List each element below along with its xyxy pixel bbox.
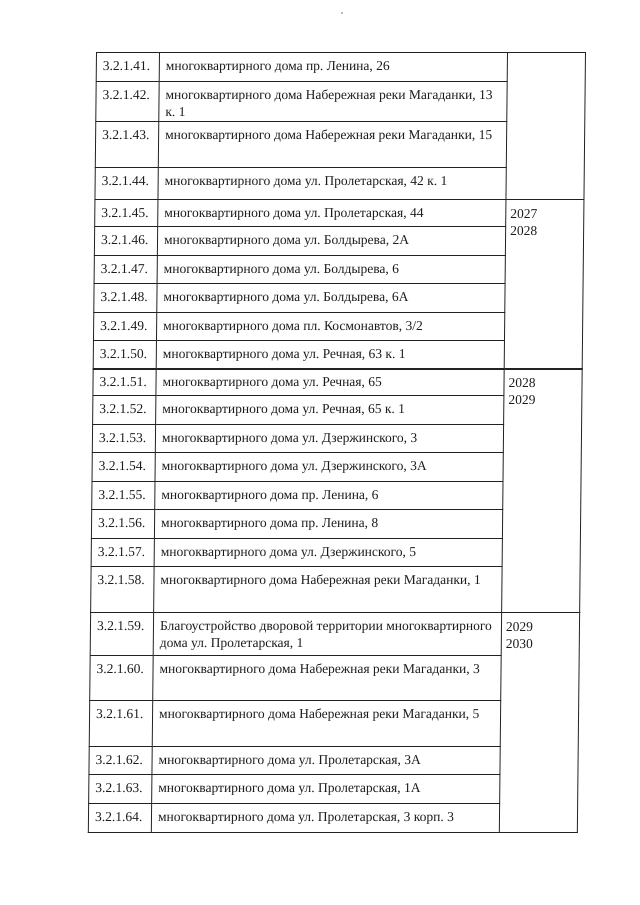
years-cell [505, 199, 585, 370]
item-number: 3.2.1.47. [94, 256, 158, 284]
row-group-items [90, 368, 505, 613]
table-row [95, 82, 507, 122]
item-number: 3.2.1.63. [88, 775, 152, 804]
item-number: 3.2.1.45. [94, 199, 158, 227]
item-description: многоквартирного дома ул. Пролетарская, 44 [158, 199, 506, 227]
item-description: многоквартирного дома ул. Дзержинского, 3А [155, 453, 503, 482]
item-number: 3.2.1.51. [92, 368, 156, 396]
table-row [88, 775, 500, 804]
item-number: 3.2.1.44. [94, 168, 158, 200]
program-table [88, 52, 586, 833]
item-description: многоквартирного дома пл. Космонавтов, 3/2 [157, 313, 505, 341]
table-row [92, 425, 504, 453]
item-description: многоквартирного дома пр. Ленина, 26 [160, 52, 508, 82]
item-number: 3.2.1.52. [92, 396, 156, 425]
table-row [95, 122, 507, 168]
table-row [91, 453, 503, 482]
row-group-items [94, 52, 508, 200]
years-cell [500, 612, 580, 833]
item-description: многоквартирного дома ул. Болдырева, 2А [158, 227, 506, 256]
item-number: 3.2.1.64. [88, 804, 152, 833]
table-row [91, 510, 503, 539]
item-description: многоквартирного дома ул. Пролетарская, 3А [152, 747, 500, 775]
item-description: многоквартирного дома ул. Болдырева, 6А [157, 284, 505, 313]
table-row [90, 612, 502, 656]
year-value: 2028 [508, 375, 536, 390]
item-number: 3.2.1.46. [94, 227, 158, 256]
item-description: многоквартирного дома Набережная реки Магаданки, 1 [154, 567, 502, 613]
year-value: 2030 [505, 635, 533, 651]
table-row [89, 656, 501, 701]
years-cell [502, 368, 583, 613]
table-row [93, 341, 505, 370]
item-number: 3.2.1.48. [93, 284, 157, 313]
item-number: 3.2.1.57. [91, 539, 155, 567]
scan-mark [341, 12, 343, 14]
row-group-items [93, 199, 507, 370]
table-row [93, 284, 505, 313]
table-row [94, 256, 506, 284]
item-number: 3.2.1.43. [95, 122, 159, 168]
item-number: 3.2.1.58. [90, 567, 154, 613]
item-description: многоквартирного дома ул. Речная, 65 к. 1 [156, 396, 504, 425]
table-row [88, 747, 500, 775]
item-description: многоквартирного дома Набережная реки Магаданки, 3 [153, 656, 501, 701]
row-group [88, 612, 580, 833]
year-value: 2027 [510, 205, 538, 221]
item-number: 3.2.1.53. [92, 425, 156, 453]
item-description: многоквартирного дома Набережная реки Магаданки, 15 [159, 122, 507, 168]
table-row [89, 701, 501, 747]
table-row [90, 567, 502, 613]
item-number: 3.2.1.60. [89, 656, 153, 701]
item-number: 3.2.1.55. [91, 482, 155, 510]
table-row [92, 368, 504, 396]
table-row [94, 199, 506, 227]
year-value: 2029 [508, 392, 536, 407]
item-description: многоквартирного дома пр. Ленина, 6 [155, 482, 503, 510]
item-number: 3.2.1.49. [93, 313, 157, 341]
item-description: многоквартирного дома Набережная реки Магаданки, 5 [153, 701, 501, 747]
row-group [90, 368, 583, 613]
item-number: 3.2.1.41. [96, 52, 160, 82]
item-description: многоквартирного дома Набережная реки Магаданки, 13 к. 1 [159, 82, 507, 122]
row-group [94, 52, 586, 200]
item-description: многоквартирного дома ул. Речная, 63 к. 1 [157, 341, 505, 370]
item-number: 3.2.1.42. [95, 82, 159, 122]
item-description: многоквартирного дома ул. Болдырева, 6 [158, 256, 506, 284]
table-row [96, 52, 508, 82]
years-cell [506, 52, 586, 200]
item-description: многоквартирного дома ул. Речная, 65 [156, 368, 504, 396]
item-number: 3.2.1.59. [90, 612, 154, 656]
item-number: 3.2.1.50. [93, 341, 157, 370]
item-number: 3.2.1.56. [91, 510, 155, 539]
row-group [93, 199, 585, 370]
year-value: 2029 [505, 618, 534, 634]
table-row [92, 396, 504, 425]
item-description: многоквартирного дома ул. Дзержинского, 3 [156, 425, 504, 453]
item-number: 3.2.1.54. [91, 453, 155, 482]
table-row [94, 227, 506, 256]
row-group-items [88, 612, 502, 833]
item-description: многоквартирного дома ул. Пролетарская, 42 к. 1 [158, 168, 506, 200]
item-description: многоквартирного дома ул. Пролетарская, 1А [152, 775, 500, 804]
table-row [94, 168, 506, 200]
item-description: Благоустройство дворовой территории многоквартирного дома ул. Пролетарская, 1 [154, 612, 502, 656]
item-description: многоквартирного дома ул. Дзержинского, 5 [155, 539, 503, 567]
item-description: многоквартирного дома ул. Пролетарская, 3 корп. 3 [152, 804, 500, 833]
item-number: 3.2.1.62. [88, 747, 152, 775]
table-row [91, 539, 503, 567]
item-description: многоквартирного дома пр. Ленина, 8 [155, 510, 503, 539]
table-row [93, 313, 505, 341]
year-value: 2028 [510, 222, 538, 238]
table-row [88, 804, 500, 833]
table-row [91, 482, 503, 510]
item-number: 3.2.1.61. [89, 701, 153, 747]
